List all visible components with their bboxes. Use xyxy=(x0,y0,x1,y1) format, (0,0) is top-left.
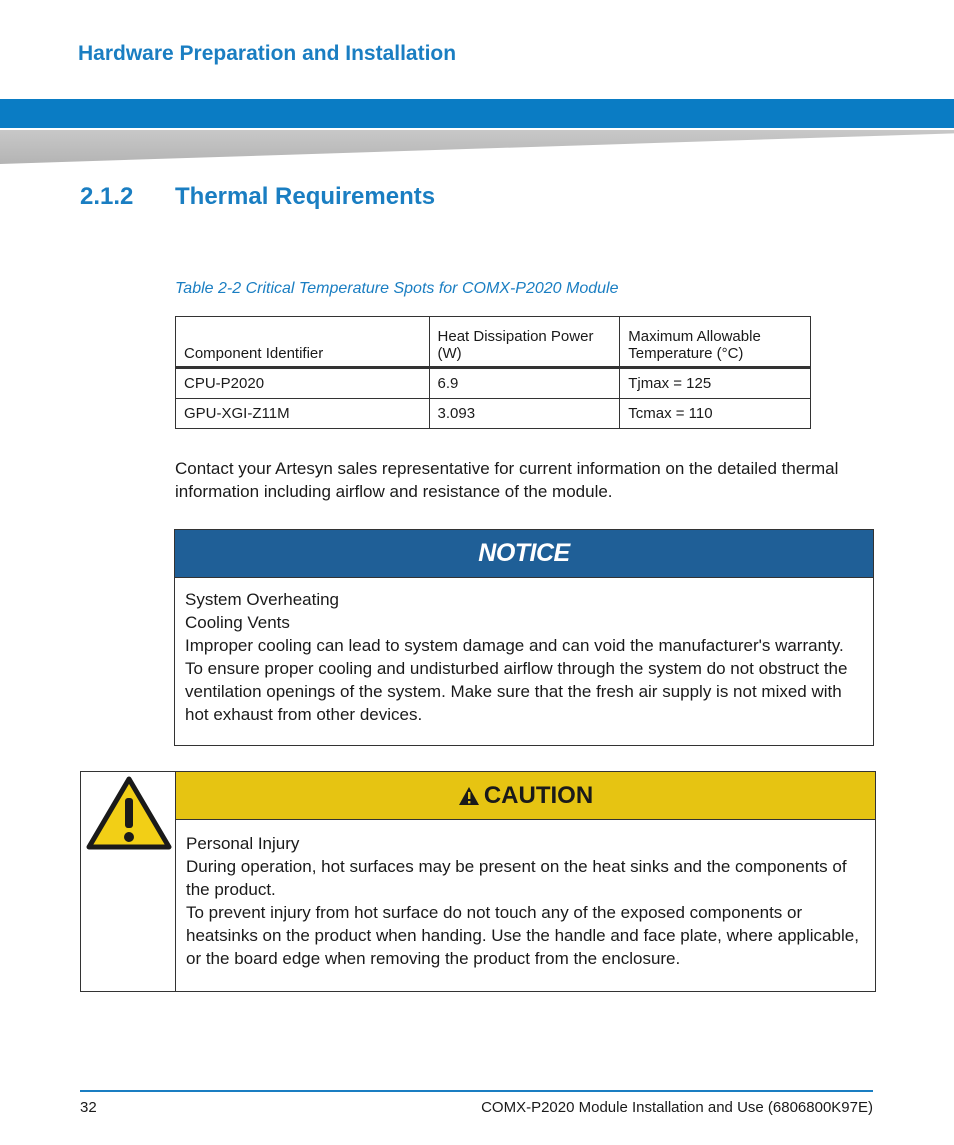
notice-line: System Overheating xyxy=(185,590,340,609)
notice-line: Cooling Vents xyxy=(185,613,290,632)
caution-icon-cell xyxy=(81,772,176,991)
notice-box xyxy=(174,529,874,746)
caution-line: Personal Injury xyxy=(186,834,300,853)
table-caption: Table 2-2 Critical Temperature Spots for COMX-P2020 Module xyxy=(175,280,619,297)
table-cell: 6.9 xyxy=(429,368,620,399)
header-blue-band xyxy=(0,99,954,128)
header-gray-wedge xyxy=(0,130,954,164)
notice-line: To ensure proper cooling and undisturbed airflow through the system do not obstruct the ventilation openings of the system. Make sure that the fresh air supply is not mixed with hot exhaust from other devices. xyxy=(185,659,848,724)
body-paragraph: Contact your Artesyn sales representative for current information on the detailed thermal information including airflow and resistance of the module. xyxy=(175,459,839,501)
col-header-power: Heat Dissipation Power (W) xyxy=(429,317,620,368)
footer-document-title: COMX-P2020 Module Installation and Use (6806800K97E) xyxy=(481,1099,873,1116)
warning-small-icon xyxy=(458,786,480,806)
section-heading xyxy=(80,183,435,211)
col-header-component: Component Identifier xyxy=(176,317,430,368)
caution-body xyxy=(186,832,868,970)
notice-line: Improper cooling can lead to system damage and can void the manufacturer's warranty. xyxy=(185,636,844,655)
section-title: Thermal Requirements xyxy=(175,183,436,210)
caution-line: To prevent injury from hot surface do not touch any of the exposed components or heatsinks on the product when handing. Use the handle and face plate, where applicable, or the board edge when removing the product from the enclosure. xyxy=(186,903,859,968)
caution-label: CAUTION xyxy=(483,782,594,809)
table-cell: 3.093 xyxy=(429,399,620,429)
page-number: 32 xyxy=(80,1099,97,1116)
notice-body xyxy=(175,578,873,736)
table-row xyxy=(176,368,811,399)
table-cell: Tcmax = 110 xyxy=(620,399,811,429)
table-row xyxy=(176,399,811,429)
caution-header xyxy=(176,772,875,820)
notice-label: NOTICE xyxy=(175,530,873,578)
table-cell: GPU-XGI-Z11M xyxy=(176,399,430,429)
warning-triangle-icon xyxy=(86,776,172,850)
col-header-temperature: Maximum Allowable Temperature (°C) xyxy=(620,317,811,368)
caution-box xyxy=(80,771,876,992)
table-header-row xyxy=(176,317,811,368)
table-cell: Tjmax = 125 xyxy=(620,368,811,399)
running-header-title: Hardware Preparation and Installation xyxy=(78,40,462,68)
temperature-table xyxy=(175,316,811,429)
footer-rule xyxy=(80,1090,873,1092)
caution-line: During operation, hot surfaces may be present on the heat sinks and the components of the product. xyxy=(186,857,847,899)
section-number: 2.1.2 xyxy=(80,183,134,210)
table-cell: CPU-P2020 xyxy=(176,368,430,399)
